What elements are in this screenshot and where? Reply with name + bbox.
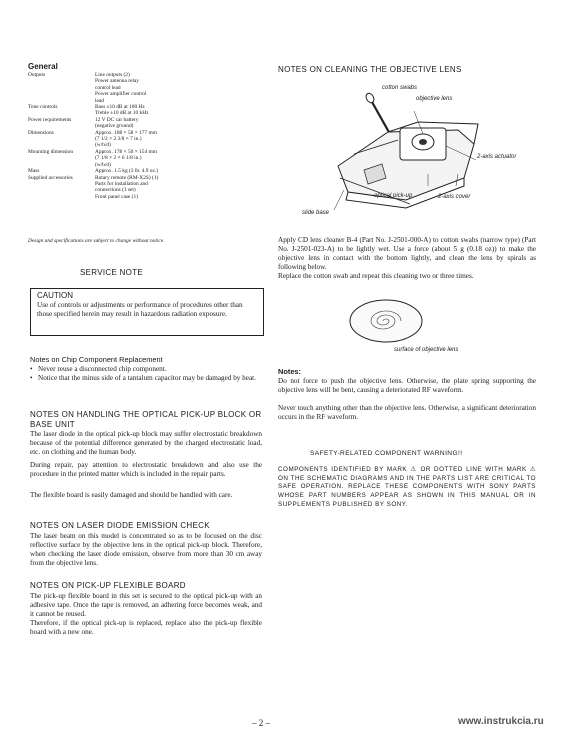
spec-key: Outputs xyxy=(28,72,46,78)
cleaning-paragraph-1: Apply CD lens cleaner B-4 (Part No. J-2501-000-A) to cotton swabs (narrow type) (Part No. J-2501-023-A) to be lightly wet. Use a force (about 5 g (0.18 oz)) to make the objective lens in contact with the bottom lightly, and clean the lens by spirals as following below. xyxy=(278,236,536,271)
pickup-illustration xyxy=(278,82,540,224)
spec-key: Mounting dimension xyxy=(28,148,74,155)
cleaning-title: NOTES ON CLEANING THE OBJECTIVE LENS xyxy=(278,65,462,74)
safety-text: COMPONENTS IDENTIFIED BY MARK ⚠ OR DOTTED LINE WITH MARK ⚠ ON THE SCHEMATIC DIAGRAMS AND IN THE PARTS LIST ARE CRITICAL TO SAFE OPERATION. REPLACE THESE COMPONENTS WITH SONY PARTS WHOSE PART NUMBERS APPEAR AS SHOWN IN THIS MANUAL OR IN SUPPLEMENTS PUBLISHED BY SONY. xyxy=(278,466,536,508)
flex-paragraph-1: The pick-up flexible board in this set is secured to the optical pick-up with an adhesive tape. Once the tape is removed, an adhering force becomes weak, and it cannot be reused. xyxy=(30,592,262,618)
spec-value: Front panel case (1) xyxy=(95,193,138,200)
spec-key: Supplied accessories xyxy=(28,174,73,181)
caution-box xyxy=(30,288,264,336)
spec-value: Power antenna relay xyxy=(95,78,140,85)
spec-value: Rotary remote (RM-X2S) (1) xyxy=(95,174,159,181)
specs-table xyxy=(28,72,205,200)
spec-value: (negative ground) xyxy=(95,123,134,130)
caution-text: Use of controls or adjustments or performance of procedures other than those specified herein may result in hazardous radiation exposure. xyxy=(37,301,243,318)
specs-note: Design and specifications are subject to change without notice. xyxy=(28,238,165,244)
spec-value: Power amplifier control xyxy=(95,91,147,98)
spec-value: control lead xyxy=(95,84,121,91)
handling-paragraph-2: During repair, pay attention to electrostatic breakdown and also use the procedure in the printed matter which is included in the repair parts. xyxy=(30,461,262,478)
list-item: • Never reuse a disconnected chip component. xyxy=(30,365,167,373)
label-2-axis-actuator: 2-axis actuator xyxy=(477,154,517,160)
lens-surface xyxy=(350,300,422,342)
safety-title: SAFETY-RELATED COMPONENT WARNING!! xyxy=(310,450,463,457)
label-objective-lens: objective lens xyxy=(416,96,453,102)
cleaning-note-1: Do not force to push the objective lens. Otherwise, the plate spring supporting the objective lens will be bent, causing a deteriorated RF waveform. xyxy=(278,377,536,394)
table-row xyxy=(28,194,205,200)
laser-title: NOTES ON LASER DIODE EMISSION CHECK xyxy=(30,521,210,530)
site-watermark: www.instrukcia.ru xyxy=(458,716,544,727)
spec-value: Treble ±10 dB at 10 kHz xyxy=(95,110,149,117)
spec-value: (w/h/d) xyxy=(95,161,111,168)
bullet-icon: • xyxy=(30,373,33,382)
flex-title: NOTES ON PICK-UP FLEXIBLE BOARD xyxy=(30,581,186,590)
chip-notes-list xyxy=(30,365,262,383)
spec-key: Mass xyxy=(28,168,40,175)
cotton-swab-tip xyxy=(364,92,375,104)
spec-value: 12 V DC car battery xyxy=(95,116,139,123)
cleaning-paragraph-2: Replace the cotton swab and repeat this cleaning two or three times. xyxy=(278,272,474,280)
cotton-swab-stick xyxy=(372,102,390,134)
spec-value: (7 1/8 × 2 × 6 1/8 in.) xyxy=(95,155,142,162)
label-2-axis-cover: 2-axis cover xyxy=(438,194,471,200)
lens-surface-illustration xyxy=(346,295,430,345)
spec-key: Dimensions xyxy=(28,129,54,136)
page-number: – 2 – xyxy=(252,718,270,728)
laser-paragraph: The laser beam on this model is concentrated so as to be focused on the disc reflective surface by the objective lens in the optical pick-up block. Therefore, when checking the laser diode emission, observe from more than 30 cm away from the objective lens. xyxy=(30,532,262,567)
spec-value: Approx. 1.5 kg (3 lb. 4.9 oz.) xyxy=(95,168,159,175)
handling-paragraph-1: The laser diode in the optical pick-up block may suffer electrostatic breakdown because of the potential difference generated by the charged electrostatic load, etc. on clothing and the human body. xyxy=(30,430,262,456)
cleaning-note-2: Never touch anything other than the objective lens. Otherwise, a significant deterioration occurs in the RF waveform. xyxy=(278,404,536,421)
label-optical-pick-up: optical pick-up xyxy=(374,193,413,199)
spec-value: (w/h/d) xyxy=(95,142,111,149)
spec-value: (7 1/2 × 2 3/8 × 7 in.) xyxy=(95,136,142,143)
bullet-icon: • xyxy=(30,365,33,373)
spec-value: connections (1 set) xyxy=(95,187,136,194)
spec-key xyxy=(28,194,95,200)
spec-value: Bass ±10 dB at 100 Hz xyxy=(95,104,145,111)
label-cotton-swabs: cotton swabs xyxy=(382,85,418,91)
notes-title: Notes: xyxy=(278,367,301,376)
spec-key: Tone controls xyxy=(28,104,58,111)
spec-value: Approx. 188 × 58 × 177 mm xyxy=(95,129,157,136)
spec-value: Line outputs (2) xyxy=(95,72,130,78)
spec-value: Parts for installation and xyxy=(95,180,148,187)
handling-paragraph-3: The flexible board is easily damaged and should be handled with care. xyxy=(30,491,233,499)
caution-title: CAUTION xyxy=(37,291,73,300)
flex-paragraph-2: Therefore, if the optical pick-up is replaced, replace also the pick-up flexible board with a new one. xyxy=(30,619,262,636)
label-slide-base: slide base xyxy=(302,210,330,216)
service-note-title: SERVICE NOTE xyxy=(80,268,144,277)
label-surface-of-lens: surface of objective lens xyxy=(394,347,459,353)
spec-value: Approx. 178 × 50 × 154 mm xyxy=(95,148,157,155)
handling-title: NOTES ON HANDLING THE OPTICAL PICK-UP BLOCK OR BASE UNIT xyxy=(30,410,262,429)
list-item: • Notice that the minus side of a tantalum capacitor may be damaged by heat. xyxy=(30,373,256,382)
specs-heading: General xyxy=(28,62,58,71)
spec-value: lead xyxy=(95,97,104,104)
chip-notes-heading: Notes on Chip Component Replacement xyxy=(30,355,163,364)
spec-key: Power requirements xyxy=(28,116,72,123)
